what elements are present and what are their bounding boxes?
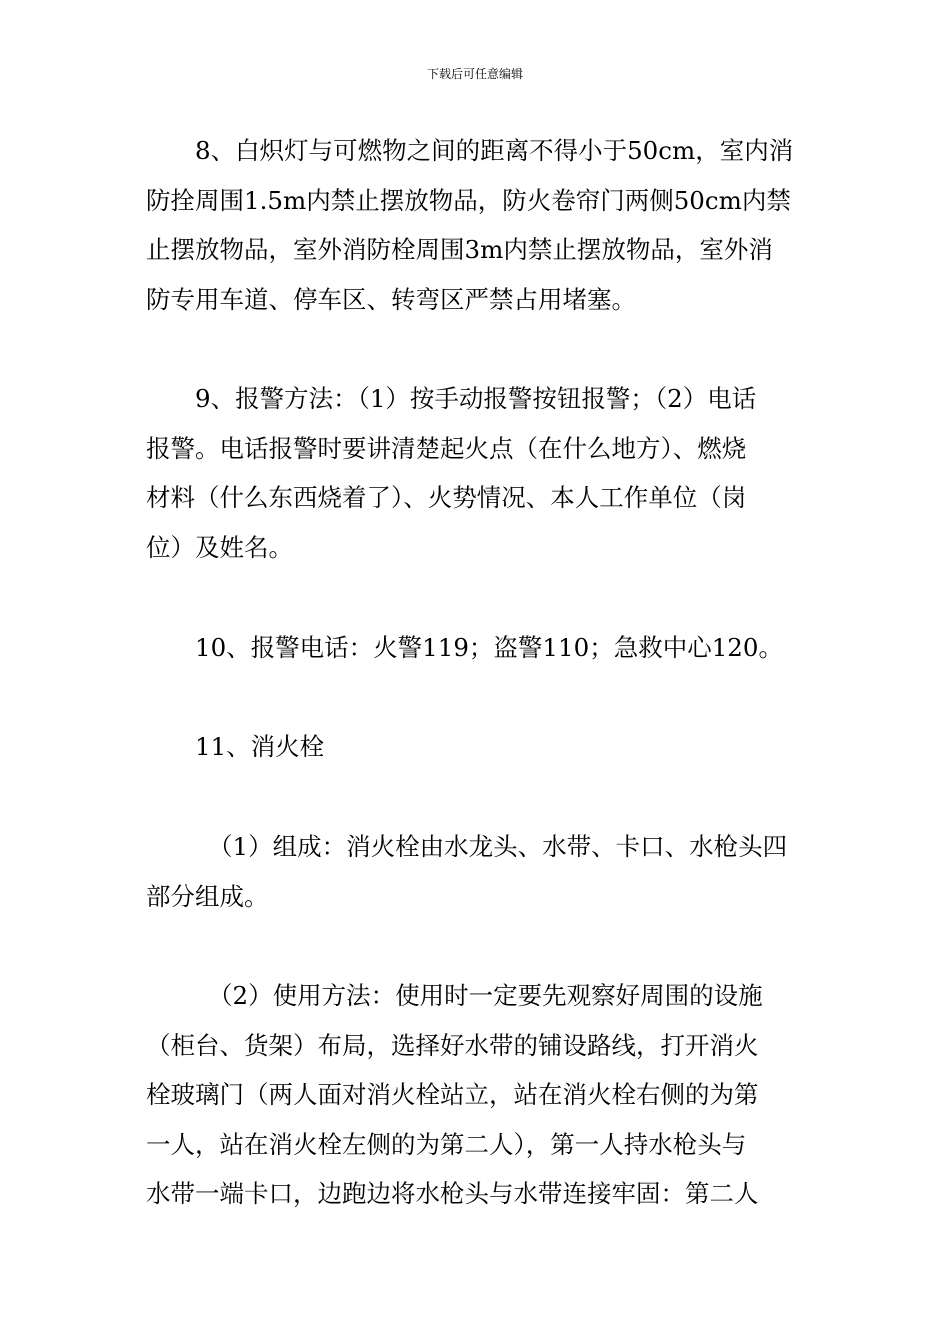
text-line: 9、报警方法：（1）按手动报警按钮报警；（2）电话: [195, 384, 757, 413]
text-line: 10、报警电话：火警119；盗警110；急救中心120。: [195, 633, 783, 662]
text-line: 一人，站在消火栓左侧的为第二人），第一人持水枪头与: [146, 1129, 747, 1159]
text-line: （1）组成：消火栓由水龙头、水带、卡口、水枪头四: [208, 832, 788, 861]
text-line: 位）及姓名。: [146, 532, 293, 562]
text-line: 部分组成。: [146, 881, 269, 911]
text-line: 止摆放物品，室外消防栓周围3m内禁止摆放物品，室外消: [146, 235, 773, 264]
paragraph-item-10: [146, 623, 806, 673]
paragraph-item-11: [146, 722, 806, 772]
paragraph-item-11-2: [146, 971, 806, 1219]
text-line: 报警。电话报警时要讲清楚起火点（在什么地方）、燃烧: [146, 433, 747, 463]
paragraph-item-9: [146, 374, 806, 572]
text-line: （2）使用方法：使用时一定要先观察好周围的设施: [208, 981, 763, 1010]
text-line: 11、消火栓: [195, 732, 325, 761]
text-line: 防拴周围1.5m内禁止摆放物品，防火卷帘门两侧50cm内禁: [146, 185, 791, 215]
text-line: （柜台、货架）布局，选择好水带的铺设路线，打开消火: [146, 1030, 759, 1060]
text-line: 8、白炽灯与可燃物之间的距离不得小于50cm，室内消: [195, 136, 794, 165]
text-line: 防专用车道、停车区、转弯区严禁占用堵塞。: [146, 284, 636, 314]
text-line: 材料（什么东西烧着了）、火势情况、本人工作单位（岗: [146, 483, 747, 512]
text-line: 栓玻璃门（两人面对消火栓站立，站在消火栓右侧的为第: [146, 1080, 759, 1109]
text-line: 水带一端卡口，边跑边将水枪头与水带连接牢固：第二人: [146, 1179, 759, 1208]
paragraph-item-11-1: [146, 822, 806, 921]
paragraph-item-8: [146, 126, 806, 324]
page-header: 下载后可任意编辑: [426, 67, 523, 81]
